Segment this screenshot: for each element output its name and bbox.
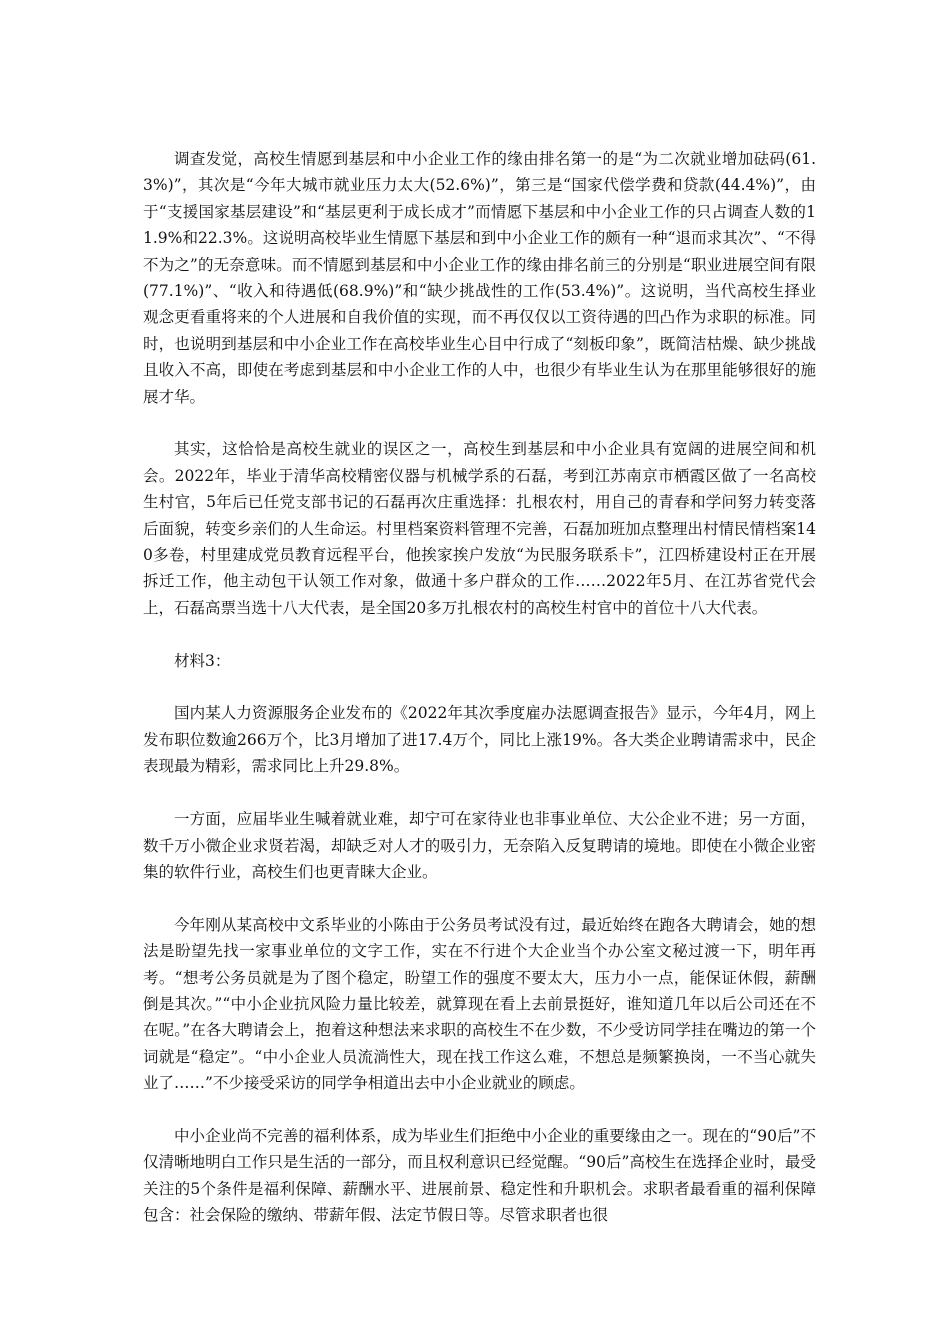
- paragraph-hiring-report: 国内某人力资源服务企业发布的《2022年其次季度雇办法愿调查报告》显示，今年4月，网上发布职位数逾266万个，比3月增加了进17.4万个，同比上涨19%。各大类企业聘请需求中，民企表现最为精彩，需求同比上升29.8%。: [143, 704, 816, 776]
- paragraph-survey-reasons: 调查发觉，高校生情愿到基层和中小企业工作的缘由排名第一的是“为二次就业增加砝码(61.3%)”，其次是“今年大城市就业压力太大(52.6%)”，第三是“国家代偿学费和贷款(44.4%)”，由于“支援国家基层建设”和“基层更利于成长成才”而情愿下基层和中小企业工作的只占调查人数的11.9%和22.3%。这说明高校毕业生情愿下基层和到中小企业工作的颇有一种“退而求其次”、“不得不为之”的无奈意味。而不情愿到基层和中小企业工作的缘由排名前三的分别是“职业进展空间有限(77.1%)”、“收入和待遇低(68.9%)”和“缺少挑战性的工作(53.4%)”。这说明，当代高校生择业观念更看重将来的个人进展和自我价值的实现，而不再仅仅以工资待遇的凹凸作为求职的标准。同时，也说明到基层和中小企业工作在高校毕业生心目中行成了“刻板印象”，既简洁枯燥、缺少挑战且收入不高，即使在考虑到基层和中小企业工作的人中，也很少有毕业生认为在那里能够很好的施展才华。: [143, 150, 816, 406]
- paragraph-welfare-system: 中小企业尚不完善的福利体系，成为毕业生们拒绝中小企业的重要缘由之一。现在的“90后”不仅清晰地明白工作只是生活的一部分，而且权利意识已经觉醒。“90后”高校生在选择企业时，最受关注的5个条件是福利保障、薪酬水平、进展前景、稳定性和升职机会。求职者最看重的福利保障包含：社会保险的缴纳、带薪年假、法定节假日等。尽管求职者也很: [143, 1126, 816, 1225]
- document-body: [143, 146, 816, 1229]
- paragraph-xiaochen-story: 今年刚从某高校中文系毕业的小陈由于公务员考试没有过，最近始终在跑各大聘请会，她的想法是盼望先找一家事业单位的文字工作，实在不行进个大企业当个办公室文秘过渡一下，明年再考。“想考公务员就是为了图个稳定，盼望工作的强度不要太大，压力小一点，能保证休假，薪酬倒是其次。”“中小企业抗风险力量比较差，就算现在看上去前景挺好，谁知道几年以后公司还在不在呢。”在各大聘请会上，抱着这种想法来求职的高校生不在少数，不少受访同学挂在嘴边的第一个词就是“稳定”。“中小企业人员流淌性大，现在找工作这么难，不想总是频繁换岗，一不当心就失业了……”不少接受采访的同学争相道出去中小企业就业的顾虑。: [143, 915, 816, 1093]
- paragraph-small-business-dilemma: 一方面，应届毕业生喊着就业难，却宁可在家待业也非事业单位、大公企业不进；另一方面，数千万小微企业求贤若渴，却缺乏对人才的吸引力，无奈陷入反复聘请的境地。即使在小微企业密集的软件行业，高校生们也更青睐大企业。: [143, 810, 816, 881]
- paragraph-material-3-label: 材料3：: [174, 651, 231, 670]
- paragraph-shilei-case: 其实，这恰恰是高校生就业的误区之一，高校生到基层和中小企业具有宽阔的进展空间和机会。2022年，毕业于清华高校精密仪器与机械学系的石磊，考到江苏南京市栖霞区做了一名高校生村官，5年后已任党支部书记的石磊再次庄重选择：扎根农村，用自己的青春和学问努力转变落后面貌，转变乡亲们的人生命运。村里档案资料管理不完善，石磊加班加点整理出村情民情档案140多卷，村里建成党员教育远程平台，他挨家挨户发放“为民服务联系卡”，江四桥建设村正在开展拆迁工作，他主动包干认领工作对象，做通十多户群众的工作……2022年5月、在江苏省党代会上，石磊高票当选十八大代表，是全国20多万扎根农村的高校生村官中的首位十八大代表。: [143, 440, 816, 617]
